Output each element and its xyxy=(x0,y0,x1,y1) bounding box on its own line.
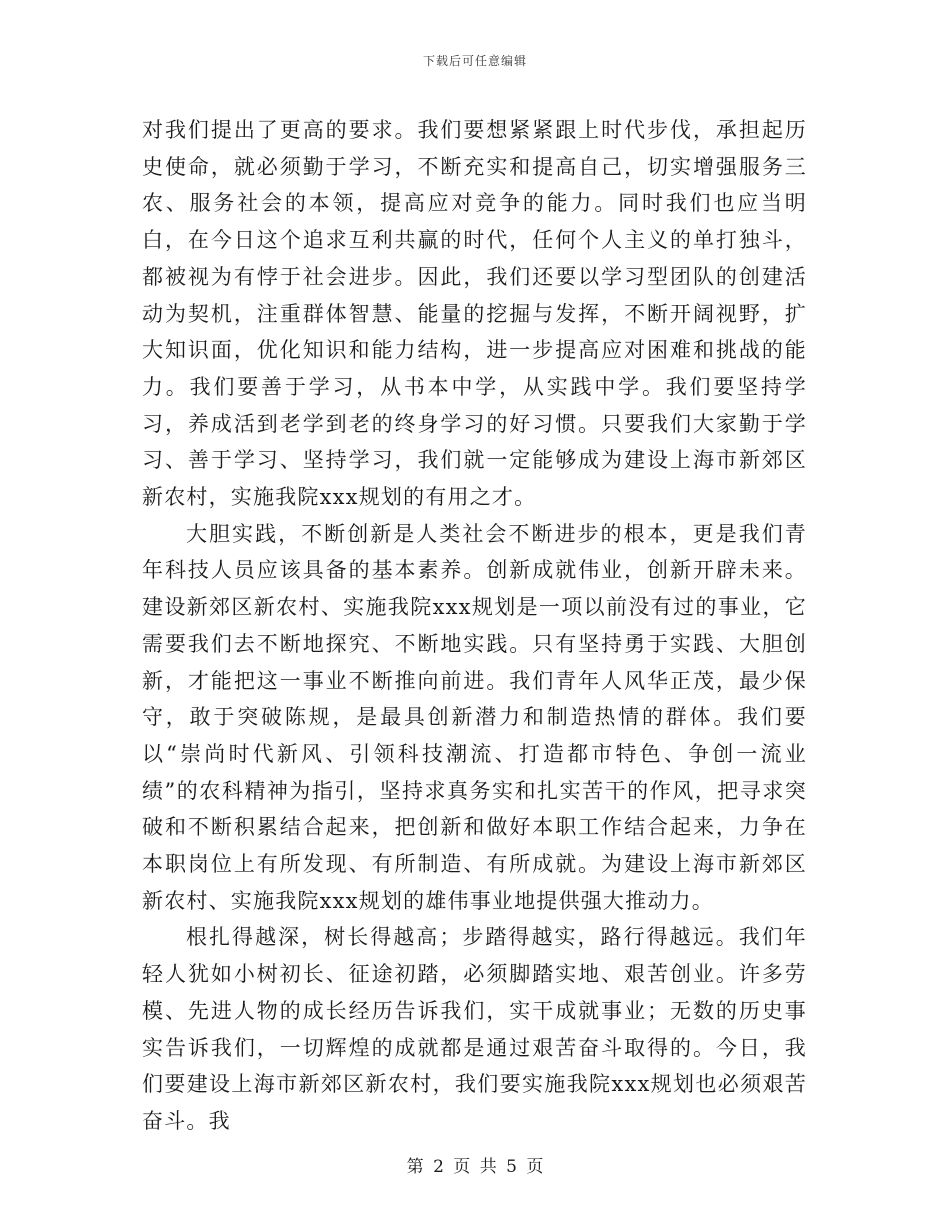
page-header: 下载后可任意编辑 xyxy=(422,54,527,68)
page-number-footer: 第 2 页 共 5 页 xyxy=(406,1157,544,1177)
paragraph-3: 根扎得越深，树长得越高；步踏得越实，路行得越远。我们年轻人犹如小树初长、征途初踏，必须脚踏实地、艰苦创业。许多劳模、先进人物的成长经历告诉我们，实干成就事业；无数的历史事实告诉我们，一切辉煌的成就都是通过艰苦奋斗取得的。今日，我们要建设上海市新郊区新农村，我们要实施我院xxx规划也必须艰苦奋斗。我 xyxy=(142,925,807,1133)
paragraph-2: 大胆实践，不断创新是人类社会不断进步的根本，更是我们青年科技人员应该具备的基本素养。创新成就伟业，创新开辟未来。建设新郊区新农村、实施我院xxx规划是一项以前没有过的事业，它需要我们去不断地探究、不断地实践。只有坚持勇于实践、大胆创新，才能把这一事业不断推向前进。我们青年人风华正茂，最少保守，敢于突破陈规，是最具创新潜力和制造热情的群体。我们要以“崇尚时代新风、引领科技潮流、打造都市特色、争创一流业绩”的农科精神为指引，坚持求真务实和扎实苦干的作风，把寻求突破和不断积累结合起来，把创新和做好本职工作结合起来，力争在本职岗位上有所发现、有所制造、有所成就。为建设上海市新郊区新农村、实施我院xxx规划的雄伟事业地提供强大推动力。 xyxy=(142,521,807,913)
paragraph-1: 对我们提出了更高的要求。我们要想紧紧跟上时代步伐，承担起历史使命，就必须勤于学习，不断充实和提高自己，切实增强服务三农、服务社会的本领，提高应对竞争的能力。同时我们也应当明白，在今日这个追求互利共赢的时代，任何个人主义的单打独斗，都被视为有悖于社会进步。因此，我们还要以学习型团队的创建活动为契机，注重群体智慧、能量的挖掘与发挥，不断开阔视野，扩大知识面，优化知识和能力结构，进一步提高应对困难和挑战的能力。我们要善于学习，从书本中学，从实践中学。我们要坚持学习，养成活到老学到老的终身学习的好习惯。只要我们大家勤于学习、善于学习、坚持学习，我们就一定能够成为建设上海市新郊区新农村，实施我院xxx规划的有用之才。 xyxy=(142,118,807,510)
document-body xyxy=(142,112,807,1140)
